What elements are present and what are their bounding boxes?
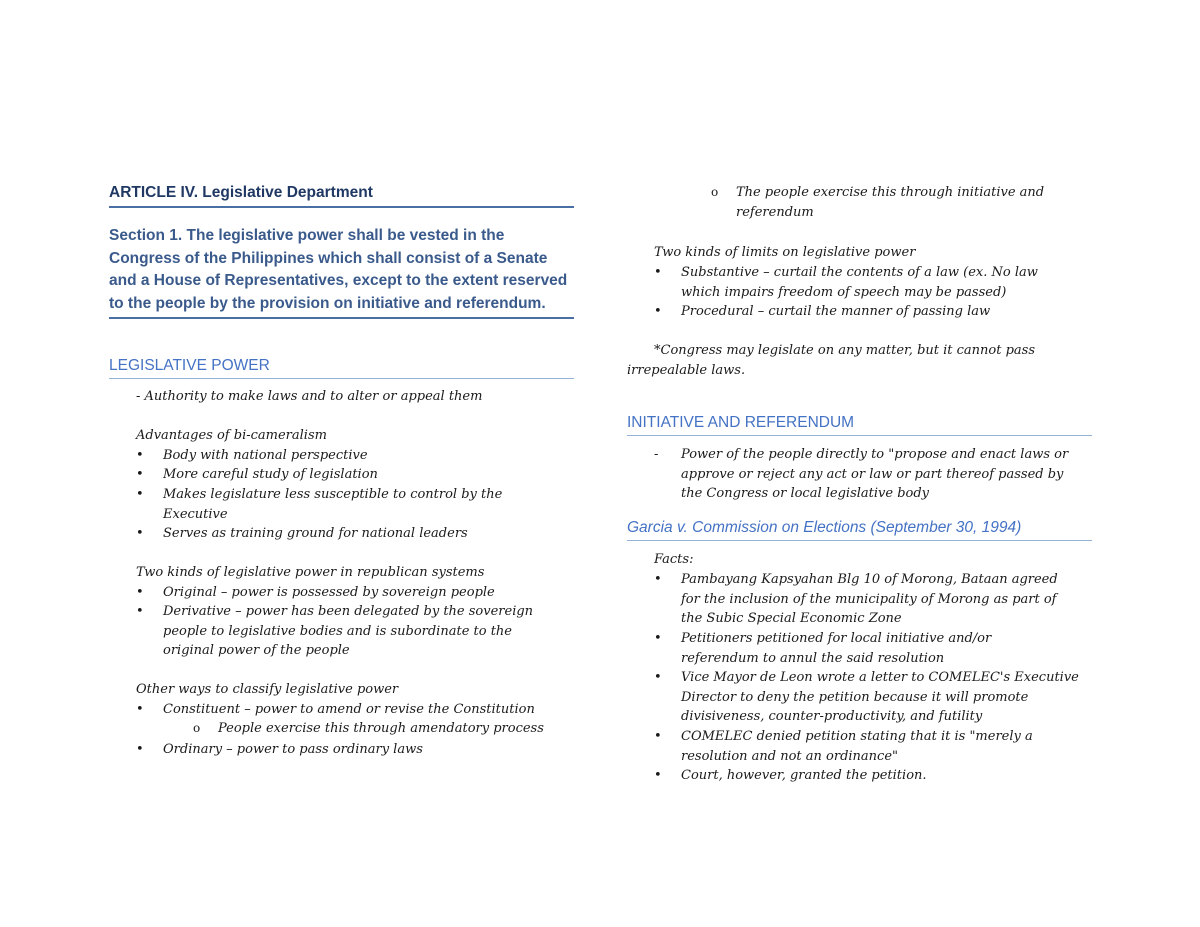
legislative-power-heading: LEGISLATIVE POWER (109, 357, 574, 379)
bullet-icon: • (136, 585, 144, 600)
list-item: • Serves as training ground for national leaders (163, 524, 553, 544)
list-item: • Procedural – curtail the manner of passing law (681, 302, 1081, 322)
note-text: *Congress may legislate on any matter, but it cannot pass irrepealable laws. (627, 343, 1036, 378)
list-item: • Makes legislature less susceptible to control by the Executive (136, 487, 503, 522)
bullet-icon: • (654, 572, 662, 587)
list-item: • Derivative – power has been delegated by the sovereign people to legislative bodies and is subordinate to the original power of the people (136, 604, 534, 659)
article-heading: ARTICLE IV. Legislative Department (109, 184, 574, 208)
bullet-icon: • (136, 526, 144, 541)
facts-title: Facts: (654, 552, 694, 567)
initiative-heading: INITIATIVE AND REFERENDUM (627, 414, 1092, 436)
bullet-icon: • (654, 265, 662, 280)
list-sub-item: o People exercise this through amendatory process (218, 719, 578, 739)
bullet-icon: • (136, 742, 144, 757)
legislative-power-definition: - Authority to make laws and to alter or appeal them (136, 389, 483, 404)
bullet-icon: • (136, 604, 144, 619)
section-1-text: Section 1. The legislative power shall be vested in the Congress of the Philippines which shall consist of a Senate and a House of Representatives, except to the extent reserved to the people by the provision on initiative and referendum. (109, 225, 574, 319)
case-heading: Garcia v. Commission on Elections (September 30, 1994) (627, 519, 1092, 541)
bullet-icon: • (654, 768, 662, 783)
list-item: • COMELEC denied petition stating that it is "merely a resolution and not an ordinance" (654, 729, 1033, 764)
dash-bullet-icon: - (654, 447, 659, 462)
list-item: • Substantive – curtail the contents of a law (ex. No law which impairs freedom of speech may be passed) (654, 265, 1038, 300)
list-item: • Constituent – power to amend or revise the Constitution (163, 700, 563, 720)
bullet-icon: • (136, 487, 144, 502)
list-item: - Power of the people directly to "propose and enact laws or approve or reject any act or law or part thereof passed by the Congress or local legislative body (654, 447, 1069, 502)
list-item: • Petitioners petitioned for local initiative and/or referendum to annul the said resolution (654, 631, 992, 666)
bullet-icon: • (654, 670, 662, 685)
list-sub-item: o The people exercise this through initiative and referendum (711, 185, 1045, 220)
kinds-title: Two kinds of legislative power in republican systems (136, 565, 485, 580)
list-item: • Pambayang Kapsyahan Blg 10 of Morong, Bataan agreed for the inclusion of the municipality of Morong as part of the Subic Special Economic Zone (654, 572, 1058, 627)
list-item: • Original – power is possessed by sovereign people (163, 583, 563, 603)
limits-title: Two kinds of limits on legislative power (654, 245, 916, 260)
bullet-icon: • (654, 304, 662, 319)
bullet-icon: • (654, 631, 662, 646)
bullet-icon: • (136, 702, 144, 717)
other-title: Other ways to classify legislative power (136, 682, 399, 697)
list-item: • Court, however, granted the petition. (681, 766, 1076, 786)
circle-bullet-icon: o (193, 721, 201, 735)
list-item: • Vice Mayor de Leon wrote a letter to COMELEC's Executive Director to deny the petition because it will promote divisiveness, counter-productivity, and futility (654, 670, 1079, 725)
list-item: • Ordinary – power to pass ordinary laws (163, 740, 563, 760)
list-item: • More careful study of legislation (163, 465, 553, 485)
circle-bullet-icon: o (711, 185, 719, 199)
advantages-title: Advantages of bi-cameralism (136, 428, 327, 443)
bullet-icon: • (136, 448, 144, 463)
bullet-icon: • (136, 467, 144, 482)
list-item: • Body with national perspective (163, 446, 553, 466)
bullet-icon: • (654, 729, 662, 744)
